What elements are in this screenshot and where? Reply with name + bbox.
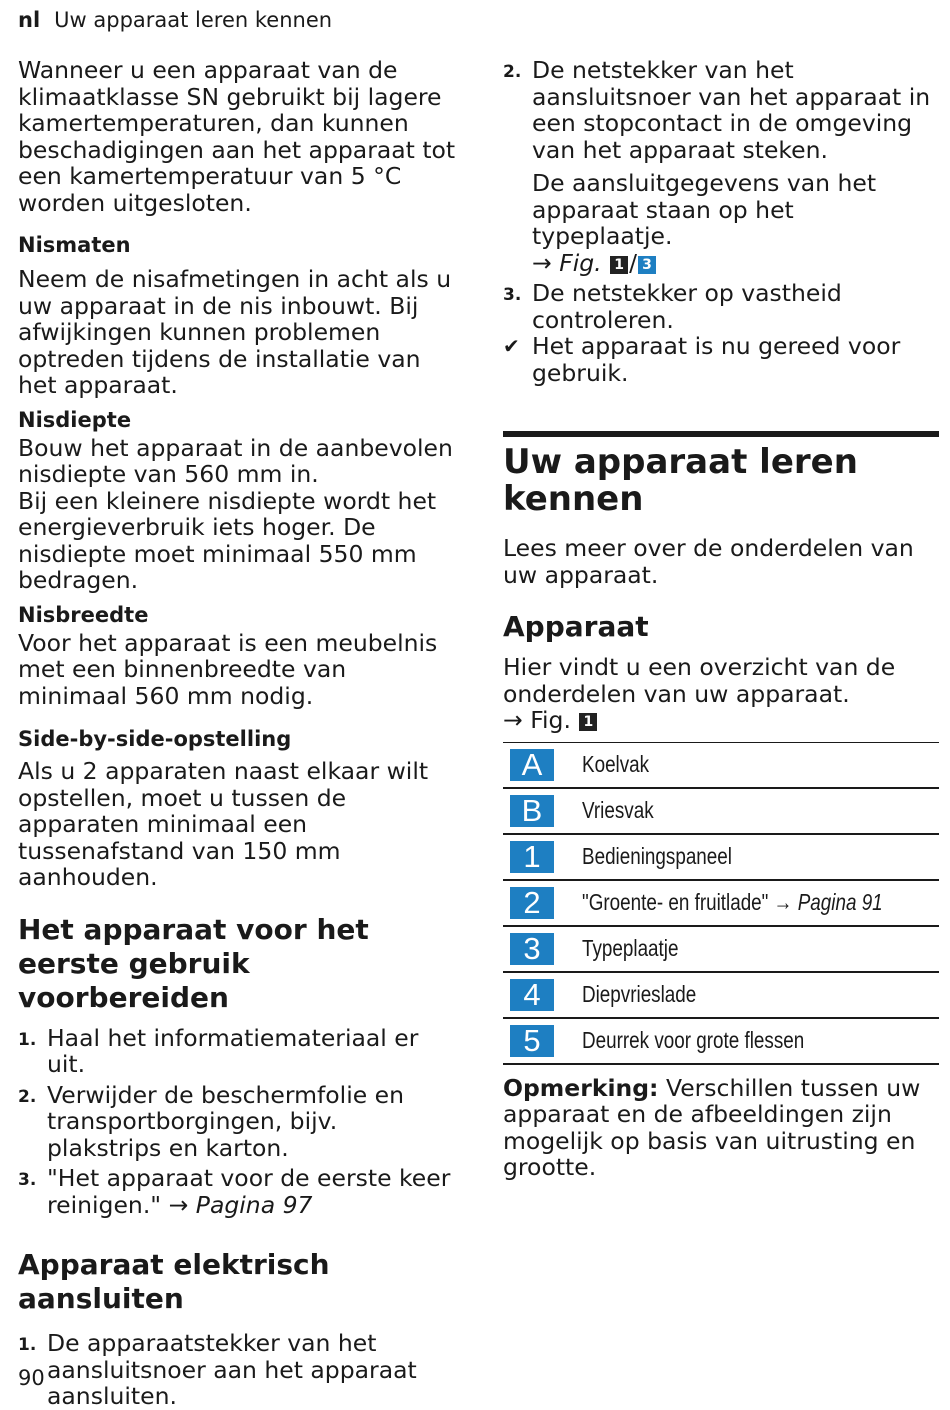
electric-steps [18, 1330, 458, 1410]
step-note [503, 170, 939, 276]
step-number: 1. [18, 1029, 37, 1050]
step-number: 1. [18, 1335, 37, 1355]
step-number: 2. [18, 1086, 37, 1107]
prep-steps [18, 1025, 458, 1219]
nismaten-heading: Nismaten [18, 233, 131, 257]
note-label: Opmerking: [503, 1073, 659, 1102]
part-label-with-ref [582, 889, 883, 916]
language-code: nl [18, 8, 41, 32]
figure-badge: 3 [638, 256, 656, 274]
electric-steps-continued [503, 57, 939, 163]
part-label: Vriesvak [582, 797, 654, 823]
note-text: Verschillen tussen uw apparaat en de afbeeldingen zijn mogelijk op basis van uitrusting en grootte. [503, 1073, 921, 1181]
prep-step [18, 1025, 458, 1078]
nisbreedte-heading: Nisbreedte [18, 602, 149, 627]
step-text: "Het apparaat voor de eerste keer reinigen." [47, 1164, 451, 1219]
part-label: Diepvrieslade [582, 981, 697, 1007]
step-number: 2. [503, 62, 522, 82]
arrow-icon: → [168, 1190, 189, 1219]
page-number: 90 [18, 1366, 45, 1390]
part-key-badge: 1 [510, 841, 554, 873]
figure-reference: Fig. [530, 706, 571, 734]
part-key-badge: 2 [510, 887, 554, 919]
figure-badge: 1 [579, 713, 597, 731]
apparaat-heading: Apparaat [503, 610, 649, 643]
step-text: Haal het informatiemateriaal er uit. [47, 1023, 419, 1078]
part-label: Koelvak [582, 751, 650, 777]
nisdiepte-paragraph-2: Bij een kleinere nisdiepte wordt het energieverbruik iets hoger. De nisdiepte moet minimaal 550 mm bedragen. [18, 486, 437, 594]
part-label: Deurrek voor grote flessen [582, 1027, 805, 1053]
part-key-badge: A [510, 749, 554, 781]
side-by-side-heading: Side-by-side-opstelling [18, 727, 292, 751]
result-item [503, 333, 939, 386]
page-reference-link[interactable]: Pagina 97 [195, 1190, 313, 1219]
step-text: De apparaatstekker van het aansluitsnoer aan het apparaat aansluiten. [47, 1329, 417, 1410]
arrow-icon: → [503, 706, 523, 734]
arrow-icon: → [532, 248, 552, 277]
step-text: De netstekker van het aansluitsnoer van het apparaat in een stopcontact in de omgeving van het apparaat steken. [532, 56, 931, 164]
step-number: 3. [18, 1170, 37, 1190]
part-label: Bedieningspaneel [582, 843, 732, 869]
right-column [503, 57, 939, 1181]
part-key-badge: 3 [510, 933, 554, 965]
nisbreedte-paragraph: Voor het apparaat is een meubelnis met een binnenbreedte van minimaal 560 mm nodig. [18, 628, 438, 710]
apparaat-paragraph [503, 654, 939, 734]
apparaat-text: Hier vindt u een overzicht van de onderdelen van uw apparaat. [503, 653, 896, 708]
nismaten-paragraph: Neem de nisafmetingen in acht als u uw apparaat in de nis inbouwt. Bij afwijkingen kunnen problemen optreden tijdens de installatie van het apparaat. [18, 265, 452, 399]
result-text: Het apparaat is nu gereed voor gebruik. [532, 332, 901, 387]
step-text: De netstekker op vastheid controleren. [532, 279, 842, 334]
step-text: Verwijder de beschermfolie en transportborgingen, bijv. plakstrips en karton. [47, 1080, 405, 1162]
intro-paragraph: Wanneer u een apparaat van de klimaatklasse SN gebruikt bij lagere kamertemperaturen, dan kunnen beschadigingen aan het apparaat tot een kamertemperatuur van 5 °C worden uitgesloten. [18, 56, 456, 217]
nisdiepte-paragraph-1: Bouw het apparaat in de aanbevolen nisdiepte van 560 mm in. [18, 433, 453, 488]
parts-row [503, 881, 939, 927]
section-divider [503, 431, 939, 437]
parts-row [503, 1019, 939, 1065]
step-note-text: De aansluitgegevens van het apparaat staan op het typeplaatje. [532, 169, 877, 250]
running-header [18, 8, 332, 32]
nisdiepte-heading: Nisdiepte [18, 407, 132, 432]
part-label: Typeplaatje [582, 935, 679, 961]
figure-reference: Fig. [559, 248, 602, 277]
electric-step [503, 57, 939, 163]
arrow-icon: → [773, 889, 793, 915]
parts-row [503, 927, 939, 973]
electric-step [503, 280, 939, 333]
parts-row [503, 973, 939, 1019]
figure-badge: 1 [610, 256, 628, 274]
parts-row [503, 835, 939, 881]
header-title: Uw apparaat leren kennen [54, 8, 333, 32]
main-section-heading: Uw apparaat leren kennen [503, 442, 858, 519]
note-paragraph [503, 1075, 939, 1181]
part-key-badge: B [510, 795, 554, 827]
part-key-badge: 4 [510, 979, 554, 1011]
page-reference-link[interactable]: Pagina 91 [797, 889, 883, 915]
left-column [18, 57, 458, 1410]
main-intro-paragraph: Lees meer over de onderdelen van uw apparaat. [503, 534, 914, 589]
electric-steps-continued-2 [503, 280, 939, 386]
parts-row [503, 789, 939, 835]
figure-separator: / [629, 248, 638, 277]
electric-step [18, 1330, 458, 1410]
step-number: 3. [503, 285, 522, 305]
prep-heading: Het apparaat voor het eerste gebruik voorbereiden [18, 912, 369, 1014]
parts-row [503, 743, 939, 789]
side-by-side-paragraph: Als u 2 apparaten naast elkaar wilt opstellen, moet u tussen de apparaten minimaal een tussenafstand van 150 mm aanhouden. [18, 757, 429, 891]
prep-step [18, 1165, 458, 1218]
check-icon: ✔ [503, 334, 520, 358]
electric-heading: Apparaat elektrisch aansluiten [18, 1248, 330, 1315]
prep-step [18, 1082, 458, 1162]
part-label-text: "Groente- en fruitlade" [582, 889, 769, 915]
part-key-badge: 5 [510, 1025, 554, 1057]
parts-table [503, 742, 939, 1065]
